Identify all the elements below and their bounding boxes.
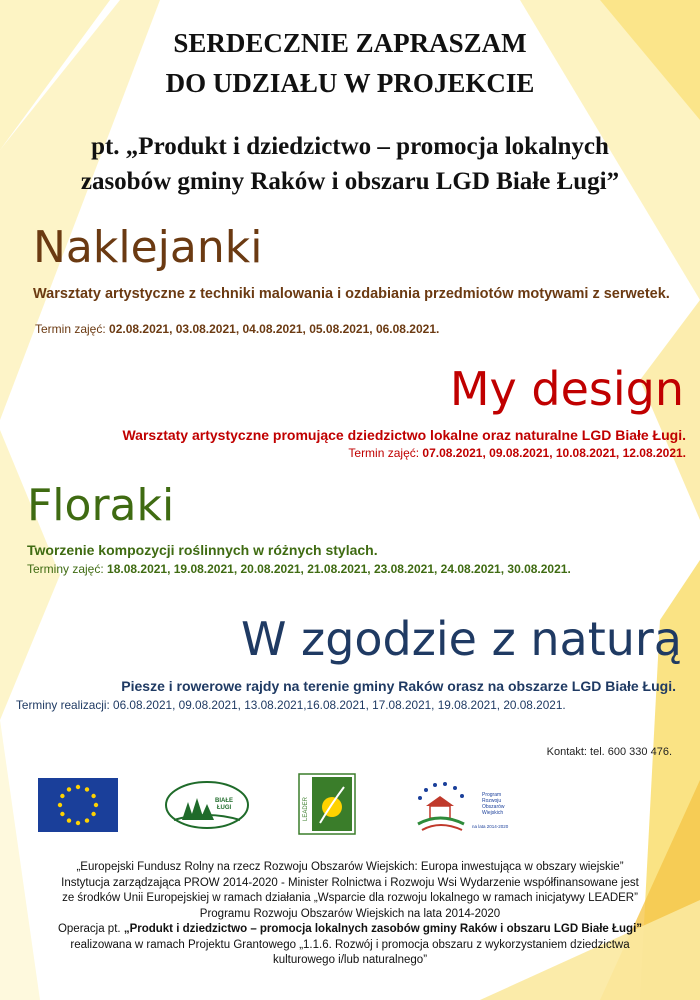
section-title-my-design: My design — [449, 362, 684, 416]
project-title-line-2: zasobów gminy Raków i obszaru LGD Białe Ługi” — [80, 168, 620, 195]
section-dates-floraki — [27, 562, 571, 576]
section-description-my-design: Warsztaty artystyczne promujące dziedzictwo lokalne oraz naturalne LGD Białe Ługi. — [122, 427, 686, 443]
footer-line-1: „Europejski Fundusz Rolny na rzecz Rozwoju Obszarów Wiejskich: Europa inwestująca w obszary wiejskie” — [76, 861, 624, 873]
footer-funding-info — [20, 860, 680, 969]
dates-label: Termin zajęć: — [35, 322, 106, 336]
footer-operation-prefix: Operacja pt. — [57, 923, 121, 935]
svg-text:Wiejskich: Wiejskich — [482, 810, 504, 816]
section-title-floraki: Floraki — [27, 480, 175, 531]
footer-operation-title: „Produkt i dziedzictwo – promocja lokalnych zasobów gminy Raków i obszaru LGD Białe Ługi” — [123, 923, 643, 935]
dates-value: 18.08.2021, 19.08.2021, 20.08.2021, 21.08.2021, 23.08.2021, 24.08.2021, 30.08.2021. — [107, 562, 571, 576]
footer-line-2: Instytucja zarządzająca PROW 2014-2020 - Minister Rolnictwa i Rozwoju Wsi Wydarzenie współfinansowane jest — [61, 876, 639, 889]
svg-text:LEADER: LEADER — [303, 796, 309, 821]
project-title-line-1: pt. „Produkt i dziedzictwo – promocja lokalnych — [91, 133, 609, 160]
eu-flag-logo — [38, 778, 118, 832]
section-title-w-zgodzie-z-natura: W zgodzie z naturą — [240, 612, 682, 666]
section-description-naklejanki: Warsztaty artystyczne z techniki malowania i ozdabiania przedmiotów motywami z serwetek. — [33, 286, 670, 302]
footer-line-5 — [20, 922, 680, 938]
section-dates-my-design — [348, 446, 686, 460]
dates-value: 02.08.2021, 03.08.2021, 04.08.2021, 05.08.2021, 06.08.2021. — [109, 322, 440, 336]
dates-label: Terminy realizacji: — [16, 698, 110, 712]
svg-text:Program: Program — [482, 792, 502, 798]
svg-text:BIAŁE: BIAŁE — [215, 798, 233, 804]
prow-logo — [410, 776, 520, 834]
section-dates-naklejanki — [35, 322, 439, 336]
footer-line-7: kulturowego i/lub naturalnego” — [272, 954, 428, 966]
svg-text:ŁUGI: ŁUGI — [216, 805, 232, 811]
svg-text:Obszarów: Obszarów — [482, 804, 505, 810]
dates-label: Terminy zajęć: — [27, 562, 104, 576]
contact-phone: Kontakt: tel. 600 330 476. — [546, 746, 672, 758]
header-line-2: DO UDZIAŁU W PROJEKCIE — [165, 68, 535, 98]
footer-line-4: Programu Rozwoju Obszarów Wiejskich na lata 2014-2020 — [199, 907, 501, 920]
section-title-naklejanki: Naklejanki — [33, 222, 263, 273]
header-line-1: SERDECZNIE ZAPRASZAM — [173, 28, 527, 58]
svg-text:na lata 2014-2020: na lata 2014-2020 — [472, 824, 509, 829]
footer-line-6: realizowana w ramach Projektu Grantowego „1.1.6. Rozwój i promocja obszaru z wykorzystaniem dziedzictwa — [70, 938, 630, 951]
lgd-biale-lugi-logo — [164, 780, 250, 830]
dates-value: 07.08.2021, 09.08.2021, 10.08.2021, 12.08.2021. — [422, 446, 686, 460]
section-dates-w-zgodzie-z-natura — [16, 698, 566, 712]
leader-logo — [298, 773, 356, 835]
dates-value: 06.08.2021, 09.08.2021, 13.08.2021,16.08.2021, 17.08.2021, 19.08.2021, 20.08.2021. — [113, 698, 566, 712]
section-description-floraki: Tworzenie kompozycji roślinnych w różnych stylach. — [27, 542, 378, 558]
dates-label: Termin zajęć: — [348, 446, 420, 460]
section-description-w-zgodzie-z-natura: Piesze i rowerowe rajdy na terenie gminy Raków orasz na obszarze LGD Białe Ługi. — [121, 678, 676, 694]
footer-line-3: ze środków Unii Europejskiej w ramach działania „Wsparcie dla rozwoju lokalnego w ramach inicjatywy LEADER” — [62, 892, 638, 904]
svg-text:Rozwoju: Rozwoju — [482, 798, 502, 804]
